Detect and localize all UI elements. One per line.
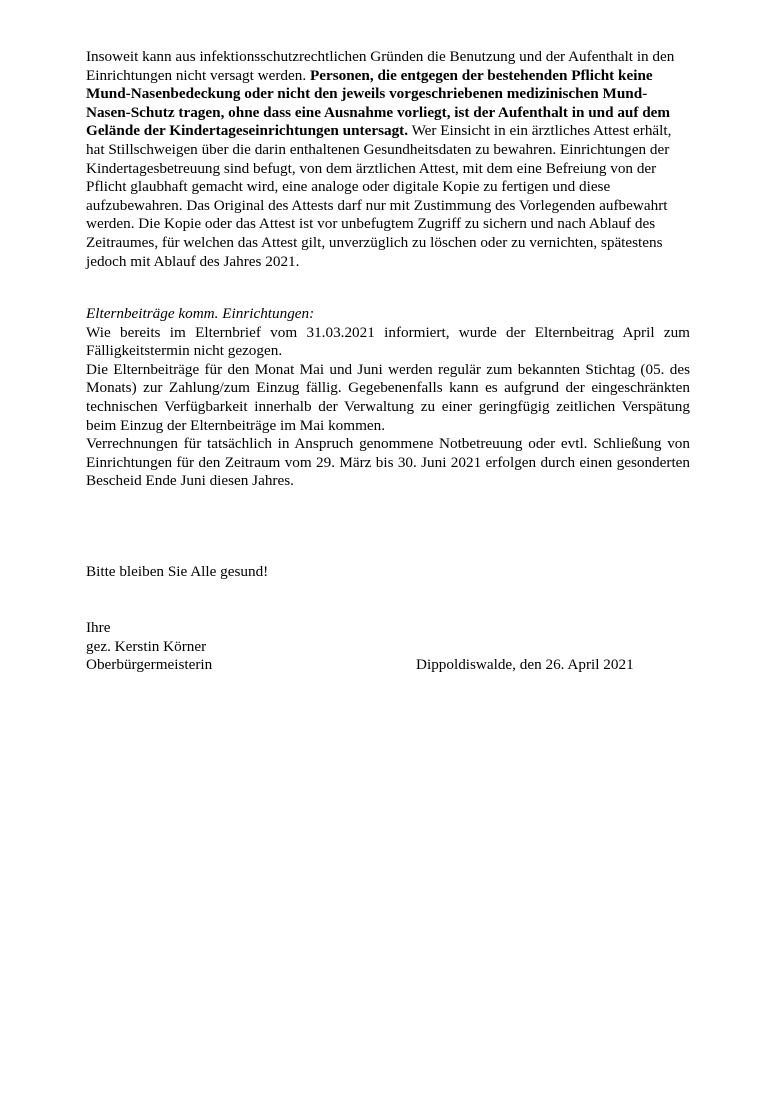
fees-paragraph-1: Wie bereits im Elternbrief vom 31.03.2021 informiert, wurde der Elternbeitrag April zum Fälligkeitstermin nicht gezogen.: [86, 323, 690, 360]
mask-intro-text: Insoweit kann aus infektionsschutzrechtlichen Gründen die Benutzung und der Aufenthalt in den Einrichtungen nicht versagt werden.: [86, 48, 675, 84]
signature-line-2: gez. Kerstin Körner: [86, 637, 207, 655]
signature-line-3: Oberbürgermeisterin: [86, 656, 213, 674]
fees-section: [86, 305, 690, 491]
mask-paragraph: [86, 48, 690, 271]
mask-rest-text: Wer Einsicht in ein ärztliches Attest erhält, hat Stillschweigen über die darin enthaltenen Gesundheitsdaten zu bewahren. Einrichtungen der Kindertagesbetreuung sind befugt, von dem ärztlichen Attest, mit dem eine Befreiung von der Pflicht glaubhaft gemacht wird, eine analoge oder digitale Kopie zu fertigen und diese aufzubewahren. Das Original des Attests darf nur mit Zustimmung des Vorlegenden aufbewahrt werden. Die Kopie oder das Attest ist vor unbefugtem Zugriff zu sichern und nach Ablauf des Zeitraumes, für welchen das Attest gilt, unverzüglich zu löschen oder zu vernichten, spätestens jedoch mit Ablauf des Jahres 2021.: [86, 122, 672, 270]
mask-section: [86, 48, 690, 271]
fees-paragraph-3: Verrechnungen für tatsächlich in Anspruch genommene Notbetreuung oder evtl. Schließung von Einrichtungen für den Zeitraum vom 29. März bis 30. Juni 2021 erfolgen durch einen gesonderten Bescheid Ende Juni diesen Jahres.: [86, 435, 690, 490]
fees-paragraph-2: Die Elternbeiträge für den Monat Mai und Juni werden regulär zum bekannten Stichtag (05. des Monats) zur Zahlung/zum Einzug fällig. Gegebenenfalls kann es aufgrund der eingeschränkten technischen Verfügbarkeit innerhalb der Verwaltung zu einer geringfügig zeitlichen Verspätung beim Einzug der Elternbeiträge im Mai kommen.: [86, 360, 690, 434]
mask-bold-text: Personen, die entgegen der bestehenden Pflicht keine Mund-Nasenbedeckung oder nicht den jeweils vorgeschriebenen medizinischen Mund-Nasen-Schutz tragen, ohne dass eine Ausnahme vorliegt, ist der Aufenthalt in und auf dem Gelände der Kindertageseinrichtungen untersagt.: [86, 66, 671, 140]
place-date: Dippoldiswalde, den 26. April 2021: [416, 656, 634, 673]
greeting: Bitte bleiben Sie Alle gesund!: [86, 563, 269, 580]
signature-line-1: Ihre: [86, 619, 111, 636]
signature-block: [86, 619, 212, 675]
fees-heading: Elternbeiträge komm. Einrichtungen:: [86, 305, 315, 322]
